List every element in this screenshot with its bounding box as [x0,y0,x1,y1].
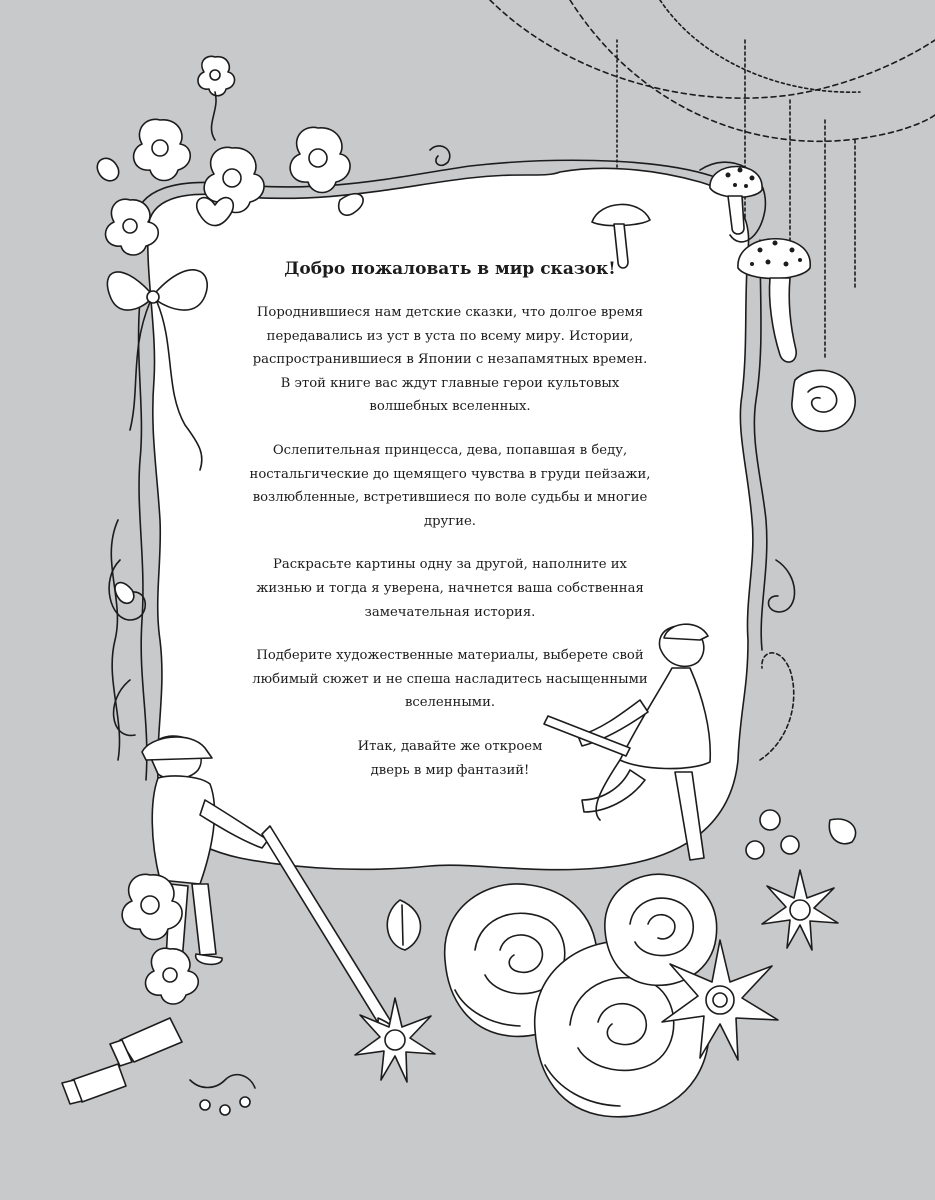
text-line: ностальгические до щемящего чувства в груди пейзажи, [249,466,651,482]
closing-paragraph [185,735,715,782]
text-line: возлюбленные, встретившиеся по воле судьбы и многие [252,490,648,506]
text-line: замечательная история. [364,604,536,620]
text-line: Итак, давайте же откроем [357,738,543,754]
text-line: жизнью и тогда я уверена, начнется ваша собственная [256,580,644,596]
text-line: волшебных вселенных. [369,399,531,415]
text-line: Ослепительная принцесса, дева, попавшая в беду, [272,442,628,458]
text-line: Подберите художественные материалы, выберете свой [256,648,644,664]
text-line: другие. [423,513,477,529]
text-line: Породнившиеся нам детские сказки, что долгое время [256,305,644,320]
welcome-text-panel [185,258,715,802]
text-line: передавались из уст в уста по всему миру. Истории, [266,328,634,344]
paint-tubes [62,1018,255,1115]
text-line: Раскрасьте картины одну за другой, наполните их [273,557,627,573]
left-vine [111,520,135,760]
text-line: распространившиеся в Японии с незапамятных времен. [252,352,648,368]
text-line: любимый сюжет и не спеша насладитесь насыщенными [252,671,648,687]
coloring-paragraph [185,553,715,624]
page-title: Добро пожаловать в мир сказок! [284,259,616,279]
text-line: дверь в мир фантазий! [370,762,530,778]
intro-paragraph [185,301,715,419]
text-line: вселенными. [404,695,496,711]
characters-paragraph [185,439,715,533]
text-line: В этой книге вас ждут главные герои культовых [280,375,620,391]
materials-paragraph [185,644,715,715]
